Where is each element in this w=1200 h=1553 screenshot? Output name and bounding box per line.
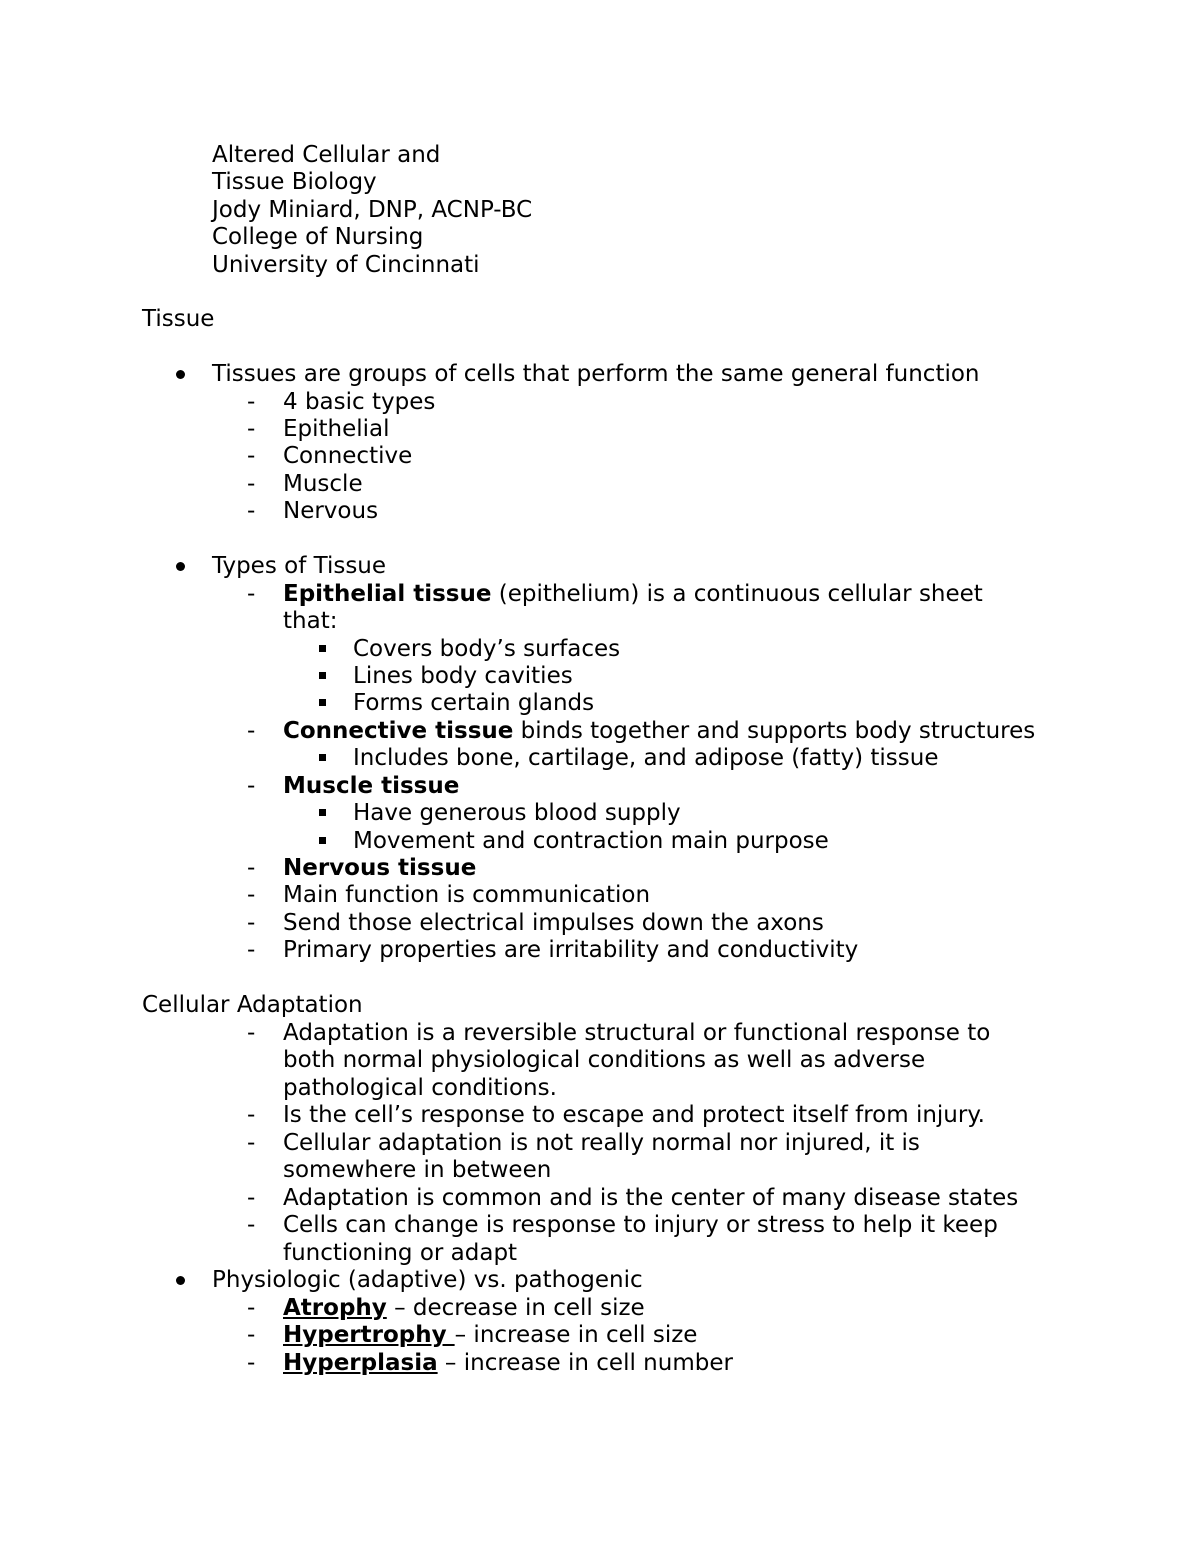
atrophy-term: Atrophy (283, 1295, 387, 1321)
list-item: Cells can change is response to injury or stress to help it keep (283, 1212, 998, 1238)
muscle-line (283, 772, 459, 800)
list-item: Adaptation is a reversible structural or functional response to (283, 1020, 991, 1046)
list-item: 4 basic types (283, 389, 436, 415)
list-item-cont: functioning or adapt (283, 1240, 518, 1266)
dash-marker: - (247, 937, 256, 963)
epithelial-term: Epithelial tissue (283, 581, 492, 607)
list-item: Have generous blood supply (353, 800, 681, 826)
dash-marker: - (247, 1130, 256, 1156)
author-line: Jody Miniard, DNP, ACNP-BC (212, 197, 533, 223)
hypertrophy-def: – increase in cell size (454, 1322, 698, 1348)
dash-marker: - (247, 718, 256, 744)
connective-desc: binds together and supports body structures (513, 718, 1036, 744)
list-item: Includes bone, cartilage, and adipose (fatty) tissue (353, 745, 939, 771)
atrophy-line (283, 1294, 645, 1322)
epithelial-desc: (epithelium) is a continuous cellular sheet (491, 581, 983, 607)
dash-marker: - (247, 471, 256, 497)
list-item: Adaptation is common and is the center of many disease states (283, 1185, 1019, 1211)
list-item: Main function is communication (283, 882, 651, 908)
list-item: Lines body cavities (353, 663, 573, 689)
hyperplasia-term: Hyperplasia (283, 1350, 438, 1376)
hypertrophy-line (283, 1321, 697, 1349)
dash-marker: - (247, 1020, 256, 1046)
doc-title-line1: Altered Cellular and (212, 142, 441, 168)
epithelial-line (283, 580, 983, 608)
dash-marker: - (247, 1322, 256, 1348)
dash-marker: - (247, 443, 256, 469)
doc-title-line2: Tissue Biology (212, 169, 377, 195)
dash-marker: - (247, 773, 256, 799)
dash-marker: - (247, 416, 256, 442)
list-item: Is the cell’s response to escape and protect itself from injury. (283, 1102, 985, 1128)
dash-marker: - (247, 498, 256, 524)
list-item: Send those electrical impulses down the axons (283, 910, 824, 936)
dash-marker: - (247, 910, 256, 936)
atrophy-def: – decrease in cell size (386, 1295, 645, 1321)
list-item: Cellular adaptation is not really normal nor injured, it is (283, 1130, 920, 1156)
dash-marker: - (247, 1350, 256, 1376)
dash-marker: - (247, 855, 256, 881)
dash-marker: - (247, 1295, 256, 1321)
list-item-cont: both normal physiological conditions as well as adverse (283, 1047, 926, 1073)
list-item-cont: somewhere in between (283, 1157, 552, 1183)
dash-marker: - (247, 1212, 256, 1238)
list-item-cont: pathological conditions. (283, 1075, 557, 1101)
adaptation-bullet: Physiologic (adaptive) vs. pathogenic (212, 1267, 643, 1293)
hypertrophy-term: Hypertrophy (283, 1322, 455, 1348)
dash-marker: - (247, 581, 256, 607)
list-item: Epithelial (283, 416, 390, 442)
list-item: Primary properties are irritability and conductivity (283, 937, 859, 963)
list-item: Movement and contraction main purpose (353, 828, 829, 854)
adaptation-heading: Cellular Adaptation (142, 992, 363, 1018)
list-item: Muscle (283, 471, 363, 497)
connective-term: Connective tissue (283, 718, 514, 744)
hyperplasia-def: – increase in cell number (437, 1350, 733, 1376)
dash-marker: - (247, 882, 256, 908)
epithelial-cont: that: (283, 608, 338, 634)
dash-marker: - (247, 1102, 256, 1128)
college-line: College of Nursing (212, 224, 424, 250)
muscle-term: Muscle tissue (283, 773, 460, 799)
list-item: Connective (283, 443, 413, 469)
university-line: University of Cincinnati (212, 252, 480, 278)
list-item: Covers body’s surfaces (353, 636, 621, 662)
hyperplasia-line (283, 1349, 733, 1377)
tissue-heading: Tissue (142, 306, 215, 332)
nervous-line (283, 854, 476, 882)
list-item: Forms certain glands (353, 690, 595, 716)
connective-line (283, 717, 1035, 745)
tissue-bullet1: Tissues are groups of cells that perform the same general function (212, 361, 980, 387)
dash-marker: - (247, 389, 256, 415)
nervous-term: Nervous tissue (283, 855, 477, 881)
dash-marker: - (247, 1185, 256, 1211)
list-item: Nervous (283, 498, 379, 524)
tissue-bullet2: Types of Tissue (212, 553, 387, 579)
